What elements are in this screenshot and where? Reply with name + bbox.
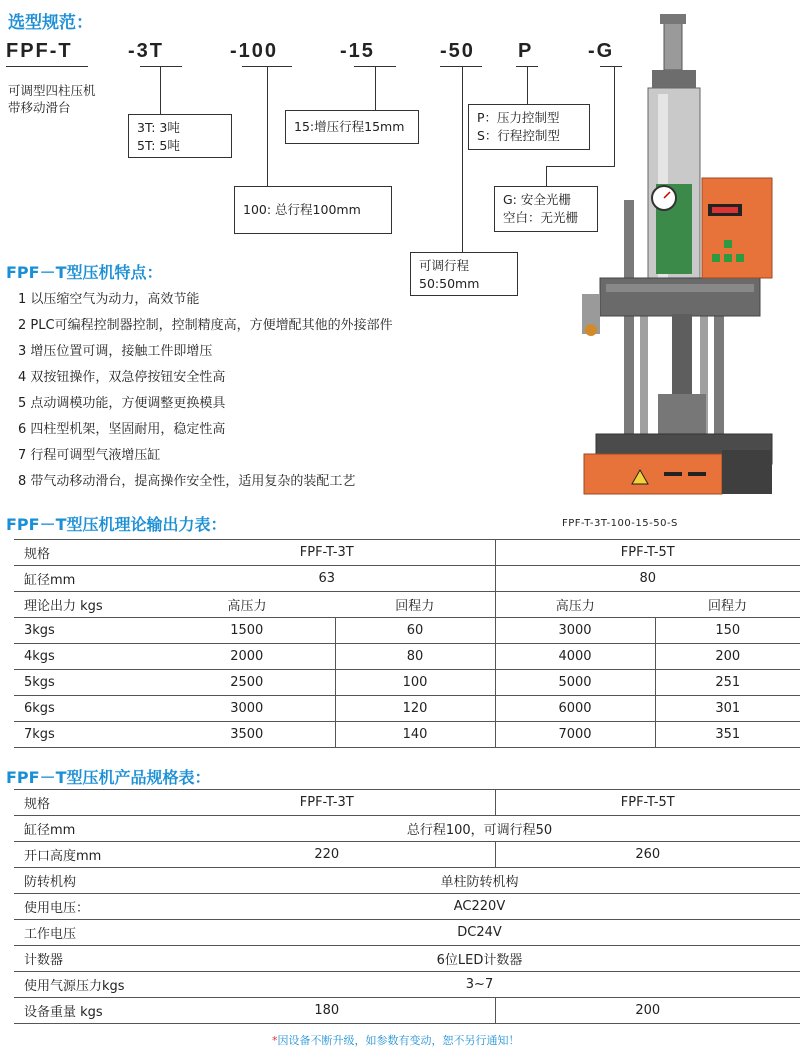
table-row: 计数器 6位LED计数器 — [14, 946, 800, 972]
table-row: 6kgs 3000 120 6000 301 — [14, 696, 800, 722]
footnote — [272, 1032, 520, 1048]
list-item: 1 以压缩空气为动力，高效节能 — [18, 292, 200, 307]
table-row: 7kgs 3500 140 7000 351 — [14, 722, 800, 748]
model-description: 可调型四柱压机 带移动滑台 — [8, 83, 96, 115]
footnote-text: 因设备不断升级，如参数有变动，恕不另行通知！ — [277, 1034, 520, 1047]
table-row: 防转机构 单柱防转机构 — [14, 868, 800, 894]
table-row: 规格 FPF-T-3T FPF-T-5T — [14, 790, 800, 816]
table-row: 3kgs 1500 60 3000 150 — [14, 618, 800, 644]
table-row: 理论出力 kgs 高压力 回程力 高压力 回程力 — [14, 592, 800, 618]
table-row: 缸径mm 63 80 — [14, 566, 800, 592]
stroke-box: 100: 总行程100mm — [234, 186, 392, 234]
table-row: 4kgs 2000 80 4000 200 — [14, 644, 800, 670]
code-stroke: -100 — [230, 40, 279, 62]
machine-caption: FPF-T-3T-100-15-50-S — [562, 518, 678, 529]
code-control: P — [518, 40, 534, 62]
underline-tonnage — [140, 66, 182, 67]
table-row: 设备重量 kgs 180 200 — [14, 998, 800, 1024]
table-row: 使用电压： AC220V — [14, 894, 800, 920]
code-tonnage: -3T — [128, 40, 164, 62]
table-row: 开口高度mm 220 260 — [14, 842, 800, 868]
control-box: P：压力控制型 S：行程控制型 — [468, 104, 590, 150]
list-item: 7 行程可调型气液增压缸 — [18, 448, 161, 463]
table-row: 5kgs 2500 100 5000 251 — [14, 670, 800, 696]
list-item: 5 点动调模功能，方便调整更换模具 — [18, 396, 226, 411]
table-row: 规格 FPF-T-3T FPF-T-5T — [14, 540, 800, 566]
tonnage-box: 3T: 3吨 5T: 5吨 — [128, 114, 232, 158]
light-box: G: 安全光栅 空白：无光栅 — [494, 186, 598, 232]
underline-adjust — [440, 66, 482, 67]
table-row: 使用气源压力kgs 3~7 — [14, 972, 800, 998]
features-list — [18, 287, 393, 495]
press-machine-image — [572, 14, 796, 508]
list-item: 4 双按钮操作，双急停按钮安全性高 — [18, 370, 226, 385]
list-item: 3 增压位置可调，接触工件即增压 — [18, 344, 213, 359]
spec-table-heading: FPF－T型压机产品规格表： — [6, 768, 211, 787]
table-row: 缸径mm 总行程100，可调行程50 — [14, 816, 800, 842]
features-heading: FPF－T型压机特点： — [6, 263, 163, 282]
adjust-box: 可调行程 50:50mm — [410, 252, 518, 296]
code-adjust: -50 — [440, 40, 475, 62]
footnote-star: * — [272, 1034, 278, 1047]
table-row: 工作电压 DC24V — [14, 920, 800, 946]
force-table-heading: FPF－T型压机理论输出力表： — [6, 515, 227, 534]
code-light: -G — [588, 40, 615, 62]
selection-heading: 选型规范： — [8, 13, 93, 33]
list-item: 8 带气动移动滑台，提高操作安全性，适用复杂的装配工艺 — [18, 474, 356, 489]
code-series: FPF-T — [6, 40, 73, 62]
force-table — [14, 539, 800, 748]
spec-table — [14, 789, 800, 1024]
underline-series — [6, 66, 88, 67]
code-boost: -15 — [340, 40, 375, 62]
list-item: 6 四柱型机架，坚固耐用，稳定性高 — [18, 422, 226, 437]
list-item: 2 PLC可编程控制器控制，控制精度高，方便增配其他的外接部件 — [18, 318, 393, 333]
boost-box: 15:增压行程15mm — [285, 110, 419, 144]
